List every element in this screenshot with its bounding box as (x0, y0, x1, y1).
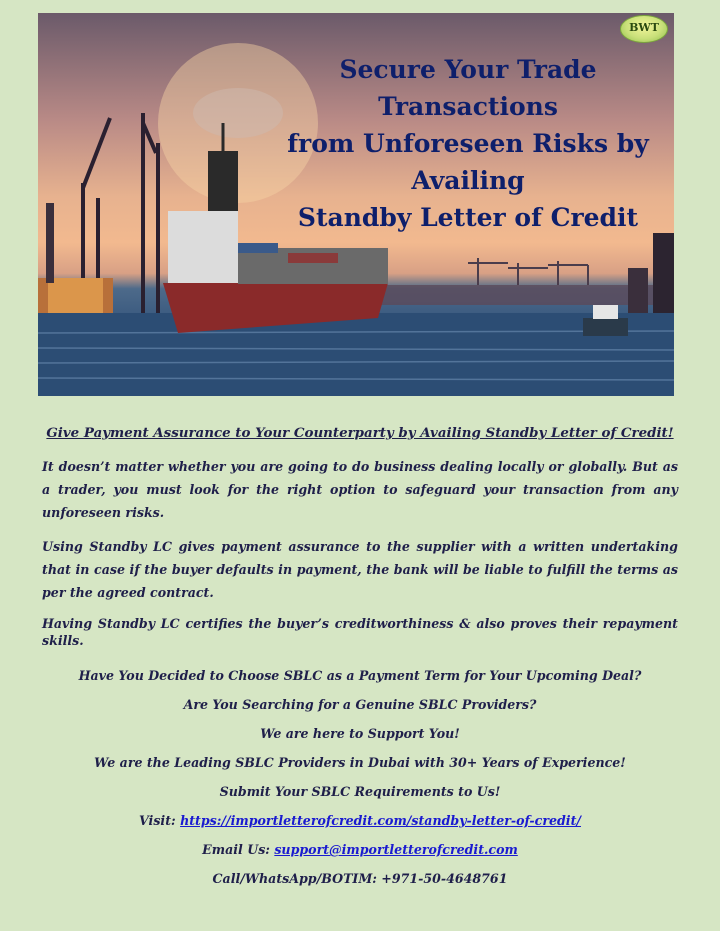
visit-label: Visit: (139, 813, 176, 828)
visit-link[interactable]: https://importletterofcredit.com/standby-letter-of-credit/ (180, 813, 581, 828)
paragraph: Having Standby LC certifies the buyer’s creditworthiness & also proves their repayment skills. (42, 616, 678, 648)
hero-title-line: Availing (411, 166, 525, 195)
call-line: Call/WhatsApp/BOTIM: +971-50-4648761 (212, 871, 508, 886)
section-heading: Give Payment Assurance to Your Counterparty by Availing Standby Letter of Credit! (46, 425, 674, 441)
email-link[interactable]: support@importletterofcredit.com (274, 842, 518, 857)
email-line (42, 841, 678, 858)
hero-image (38, 13, 674, 396)
hero-title-line: Secure Your Trade Transactions (339, 55, 597, 121)
submit-line: Submit Your SBLC Requirements to Us! (219, 784, 501, 799)
paragraph: It doesn’t matter whether you are going to do business dealing locally or globally. But as a trader, you must look for the right option to safeguard your transaction from any unforeseen risks. (42, 459, 678, 520)
paragraph: Using Standby LC gives payment assurance to the supplier with a written undertaking that in case if the buyer defaults in payment, the bank will be liable to fulfill the terms as per the agreed contract. (42, 539, 678, 600)
hero-title (268, 51, 668, 236)
hero-title-line: from Unforeseen Risks by (287, 129, 649, 158)
visit-line (42, 812, 678, 829)
question-line: Have You Decided to Choose SBLC as a Payment Term for Your Upcoming Deal? (78, 668, 642, 683)
experience-line: We are the Leading SBLC Providers in Dubai with 30+ Years of Experience! (94, 755, 626, 770)
question-line: Are You Searching for a Genuine SBLC Providers? (183, 697, 537, 712)
document-body (42, 420, 678, 899)
hero-title-line: Standby Letter of Credit (297, 203, 639, 232)
company-logo: BWT (620, 15, 668, 43)
support-line: We are here to Support You! (260, 726, 460, 741)
email-label: Email Us: (202, 842, 270, 857)
